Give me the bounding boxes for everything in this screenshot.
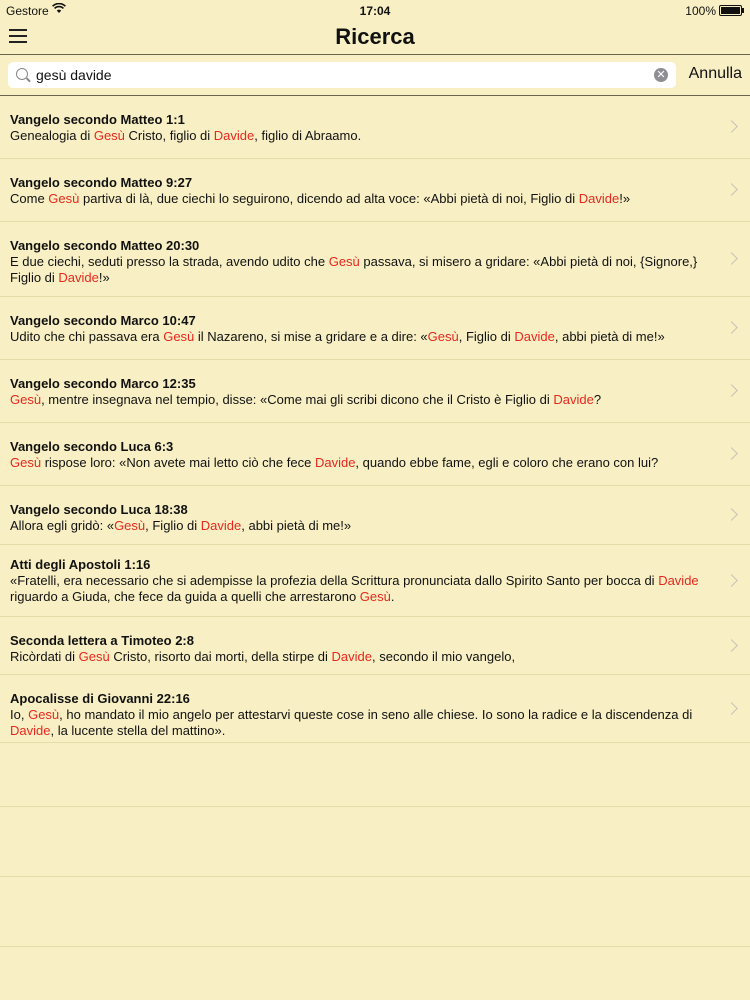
results-list <box>0 96 750 743</box>
result-verse <box>10 573 714 605</box>
result-verse <box>10 649 714 665</box>
verse-text: , abbi pietà di me!» <box>241 518 352 533</box>
result-row[interactable] <box>0 159 750 222</box>
search-match: Gesù <box>328 254 360 269</box>
search-match: Gesù <box>427 329 459 344</box>
search-match: Davide <box>58 270 99 285</box>
verse-text: , secondo il mio vangelo, <box>371 649 516 664</box>
result-reference: Atti degli Apostoli 1:16 <box>10 557 151 572</box>
verse-text: Allora egli gridò: « <box>10 518 115 533</box>
verse-text: , figlio di Abraamo. <box>254 128 362 143</box>
search-input[interactable] <box>36 66 636 84</box>
verse-text: Io, <box>10 707 29 722</box>
search-match: Gesù <box>48 191 80 206</box>
search-match: Davide <box>331 649 372 664</box>
result-row[interactable] <box>0 617 750 675</box>
verse-text: E due ciechi, seduti presso la strada, avendo udito che <box>10 254 329 269</box>
verse-text: Cristo, figlio di <box>124 128 214 143</box>
page-title: Ricerca <box>335 24 415 49</box>
result-verse <box>10 518 714 534</box>
result-row[interactable] <box>0 486 750 545</box>
clock: 17:04 <box>359 4 391 18</box>
chevron-right-icon <box>725 639 738 652</box>
chevron-right-icon <box>725 321 738 334</box>
search-icon <box>16 68 28 80</box>
result-reference: Vangelo secondo Matteo 9:27 <box>10 175 193 190</box>
result-reference: Vangelo secondo Luca 6:3 <box>10 439 174 454</box>
verse-text: , mentre insegnava nel tempio, disse: «Come mai gli scribi dicono che il Cristo è Figlio di <box>41 392 554 407</box>
result-row[interactable] <box>0 675 750 743</box>
verse-text: , ho mandato il mio angelo per attestarvi queste cose in seno alle chiese. Io sono la radice e la discendenza di <box>59 707 693 722</box>
search-match: Gesù <box>78 649 110 664</box>
result-row[interactable] <box>0 545 750 617</box>
search-match: Gesù <box>114 518 146 533</box>
search-match: Davide <box>658 573 699 588</box>
result-verse <box>10 191 714 207</box>
chevron-right-icon <box>725 702 738 715</box>
clear-icon[interactable]: ✕ <box>654 68 668 82</box>
chevron-right-icon <box>725 120 738 133</box>
result-row[interactable] <box>0 360 750 423</box>
verse-text: passava, si misero a gridare: «Abbi pietà di noi, {Signore,} Figlio di <box>10 254 698 285</box>
chevron-right-icon <box>725 384 738 397</box>
result-reference: Vangelo secondo Marco 12:35 <box>10 376 196 391</box>
chevron-right-icon <box>725 508 738 521</box>
search-match: Gesù <box>28 707 60 722</box>
search-match: Gesù <box>10 392 42 407</box>
result-reference: Vangelo secondo Matteo 1:1 <box>10 112 185 127</box>
divider <box>0 876 750 877</box>
verse-text: Cristo, risorto dai morti, della stirpe di <box>109 649 332 664</box>
result-reference: Vangelo secondo Luca 18:38 <box>10 502 188 517</box>
search-match: Davide <box>553 392 594 407</box>
battery-icon <box>719 5 742 16</box>
carrier-label: Gestore <box>6 4 49 18</box>
verse-text: Genealogia di <box>10 128 94 143</box>
result-verse <box>10 329 714 345</box>
result-reference: Apocalisse di Giovanni 22:16 <box>10 691 190 706</box>
chevron-right-icon <box>725 574 738 587</box>
chevron-right-icon <box>725 183 738 196</box>
verse-text: ? <box>593 392 602 407</box>
search-match: Gesù <box>359 589 391 604</box>
verse-text: , quando ebbe fame, egli e coloro che erano con lui? <box>355 455 659 470</box>
search-match: Davide <box>200 518 242 533</box>
result-verse <box>10 128 714 144</box>
divider <box>0 806 750 807</box>
search-match: Davide <box>514 329 555 344</box>
verse-text: , Figlio di <box>145 518 201 533</box>
search-match: Gesù <box>163 329 195 344</box>
verse-text: , abbi pietà di me!» <box>554 329 665 344</box>
result-reference: Vangelo secondo Matteo 20:30 <box>10 238 200 253</box>
result-row[interactable] <box>0 222 750 297</box>
chevron-right-icon <box>725 447 738 460</box>
verse-text: il Nazareno, si mise a gridare e a dire: « <box>194 329 428 344</box>
result-reference: Vangelo secondo Marco 10:47 <box>10 313 196 328</box>
search-match: Gesù <box>93 128 125 143</box>
result-verse <box>10 392 714 408</box>
search-match: Davide <box>578 191 620 206</box>
search-bar <box>0 55 750 96</box>
result-verse <box>10 707 714 739</box>
verse-text: , Figlio di <box>458 329 515 344</box>
status-bar <box>0 0 750 20</box>
verse-text: Come <box>10 191 49 206</box>
result-verse <box>10 254 714 286</box>
search-match: Gesù <box>10 455 42 470</box>
verse-text: «Fratelli, era necessario che si adempisse la profezia della Scrittura pronunciata dallo Spirito Santo per bocca di <box>10 573 659 588</box>
search-match: Davide <box>314 455 356 470</box>
verse-text: partiva di là, due ciechi lo seguirono, dicendo ad alta voce: «Abbi pietà di noi, Figlio di <box>79 191 579 206</box>
result-row[interactable] <box>0 96 750 159</box>
nav-bar <box>0 20 750 55</box>
verse-text: , la lucente stella del mattino». <box>50 723 226 738</box>
verse-text: Udito che chi passava era <box>10 329 164 344</box>
verse-text: rispose loro: «Non avete mai letto ciò che fece <box>41 455 315 470</box>
result-row[interactable] <box>0 423 750 486</box>
verse-text: . <box>390 589 395 604</box>
verse-text: !» <box>619 191 631 206</box>
verse-text: Ricòrdati di <box>10 649 79 664</box>
result-verse <box>10 455 714 471</box>
verse-text: riguardo a Giuda, che fece da guida a quelli che arrestarono <box>10 589 360 604</box>
verse-text: !» <box>98 270 110 285</box>
search-match: Davide <box>213 128 255 143</box>
divider <box>0 946 750 947</box>
result-row[interactable] <box>0 297 750 360</box>
chevron-right-icon <box>725 252 738 265</box>
battery-percent: 100% <box>685 4 716 18</box>
search-box[interactable] <box>8 62 676 88</box>
cancel-button[interactable]: Annulla <box>688 65 742 82</box>
search-match: Davide <box>10 723 51 738</box>
result-reference: Seconda lettera a Timoteo 2:8 <box>10 633 194 648</box>
